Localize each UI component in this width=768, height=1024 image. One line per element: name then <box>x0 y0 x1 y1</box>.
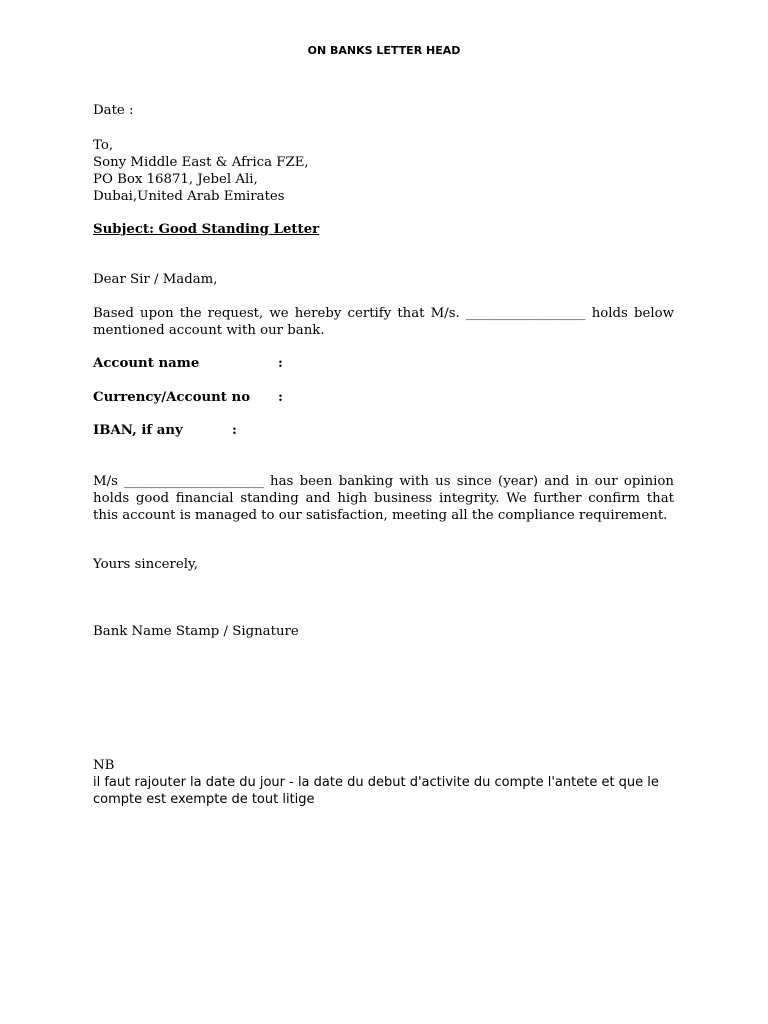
field-colon: : <box>278 390 283 405</box>
subject-line: Subject: Good Standing Letter <box>93 222 320 237</box>
address-line: Dubai,United Arab Emirates <box>93 189 285 204</box>
field-colon: : <box>232 423 237 438</box>
signature-line: Bank Name Stamp / Signature <box>93 624 299 639</box>
field-iban <box>93 422 237 439</box>
field-label: IBAN, if any <box>93 423 183 438</box>
address-line: PO Box 16871, Jebel Ali, <box>93 172 258 187</box>
to-label: To, <box>93 138 114 153</box>
nb-note: il faut rajouter la date du jour - la date du debut d'activite du compte l'antete et que le compte est exempte de tout litige <box>93 775 659 807</box>
nb-label: NB <box>93 758 115 773</box>
date-label: Date : <box>93 103 134 118</box>
field-account-name <box>93 355 283 372</box>
letterhead-placeholder: ON BANKS LETTER HEAD <box>307 44 461 57</box>
standing-paragraph: M/s _____________________ has been banking with us since (year) and in our opinion holds good financial standing and high business integrity. We further confirm that this account is managed to our satisfaction, meeting all the compliance requirement. <box>93 474 674 523</box>
address-line: Sony Middle East & Africa FZE, <box>93 155 309 170</box>
field-label: Currency/Account no <box>93 390 251 405</box>
field-currency-account-no <box>93 389 283 406</box>
field-label: Account name <box>93 356 200 371</box>
salutation: Dear Sir / Madam, <box>93 272 218 287</box>
certification-paragraph: Based upon the request, we hereby certify that M/s. __________________ holds below mentioned account with our bank. <box>93 306 674 338</box>
closing: Yours sincerely, <box>93 557 199 572</box>
field-colon: : <box>278 356 283 371</box>
